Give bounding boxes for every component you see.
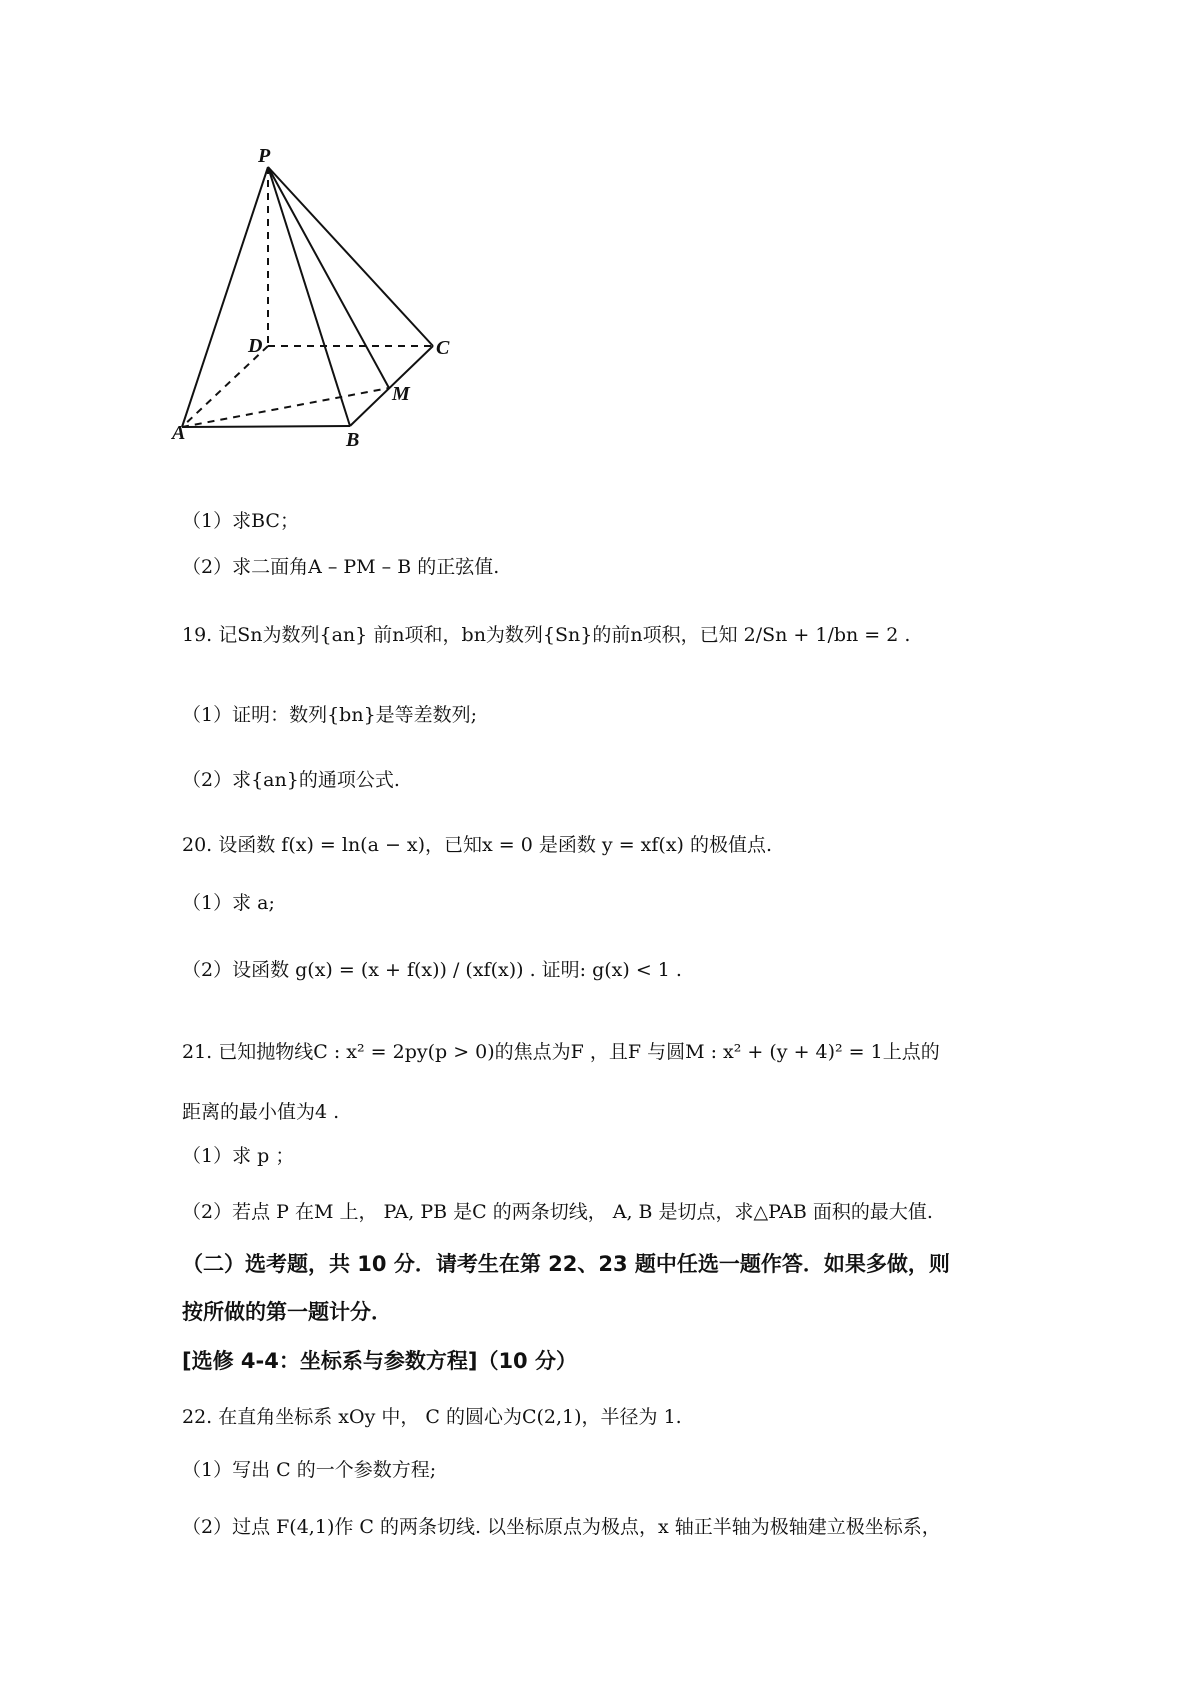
pyramid-figure	[170, 140, 530, 500]
section-instruction-line2: 按所做的第一题计分．	[182, 1300, 392, 1324]
q20-stem: 20. 设函数 f(x) = ln(a − x)，已知x = 0 是函数 y = xf(x) 的极值点.	[182, 834, 773, 856]
edge-PB	[268, 167, 350, 426]
label-A: A	[172, 422, 186, 444]
elective-heading: [选修 4-4：坐标系与参数方程]（10 分）	[182, 1349, 577, 1373]
q22-part1: （1）写出 C 的一个参数方程;	[182, 1459, 437, 1481]
q22-part2: （2）过点 F(4,1)作 C 的两条切线. 以坐标原点为极点，x 轴正半轴为极轴建立极坐标系，	[182, 1516, 941, 1538]
pyramid-diagram	[170, 140, 530, 500]
q20-part1: （1）求 a;	[182, 892, 275, 914]
label-D: D	[248, 335, 263, 357]
label-P: P	[258, 145, 271, 167]
q18-part1: （1）求BC；	[182, 510, 299, 532]
section-instruction-line1: （二）选考题，共 10 分．请考生在第 22、23 题中任选一题作答．如果多做，则	[182, 1252, 950, 1276]
q21-stem-cont: 距离的最小值为4 .	[182, 1101, 340, 1123]
edge-PA	[182, 167, 268, 427]
q21-stem: 21. 已知抛物线C : x² = 2py(p > 0)的焦点为F ，且F 与圆M : x² + (y + 4)² = 1上点的	[182, 1041, 940, 1063]
q22-stem: 22. 在直角坐标系 xOy 中， C 的圆心为C(2,1)，半径为 1.	[182, 1406, 682, 1428]
q19-part2: （2）求{an}的通项公式.	[182, 769, 400, 791]
q21-part1: （1）求 p ；	[182, 1145, 295, 1167]
q20-part2: （2）设函数 g(x) = (x + f(x)) / (xf(x)) . 证明: g(x) < 1 .	[182, 959, 682, 981]
q19-stem: 19. 记Sn为数列{an} 前n项和，bn为数列{Sn}的前n项积，已知 2/Sn + 1/bn = 2 .	[182, 624, 911, 646]
edge-AM	[182, 388, 389, 427]
edge-AB	[182, 426, 350, 427]
q19-part1: （1）证明：数列{bn}是等差数列;	[182, 704, 478, 726]
label-C: C	[436, 337, 450, 359]
label-B: B	[346, 429, 360, 451]
q18-part2: （2）求二面角A – PM – B 的正弦值.	[182, 556, 500, 578]
label-M: M	[392, 383, 410, 405]
q21-part2: （2）若点 P 在M 上， PA, PB 是C 的两条切线， A, B 是切点，求△PAB 面积的最大值.	[182, 1201, 933, 1223]
